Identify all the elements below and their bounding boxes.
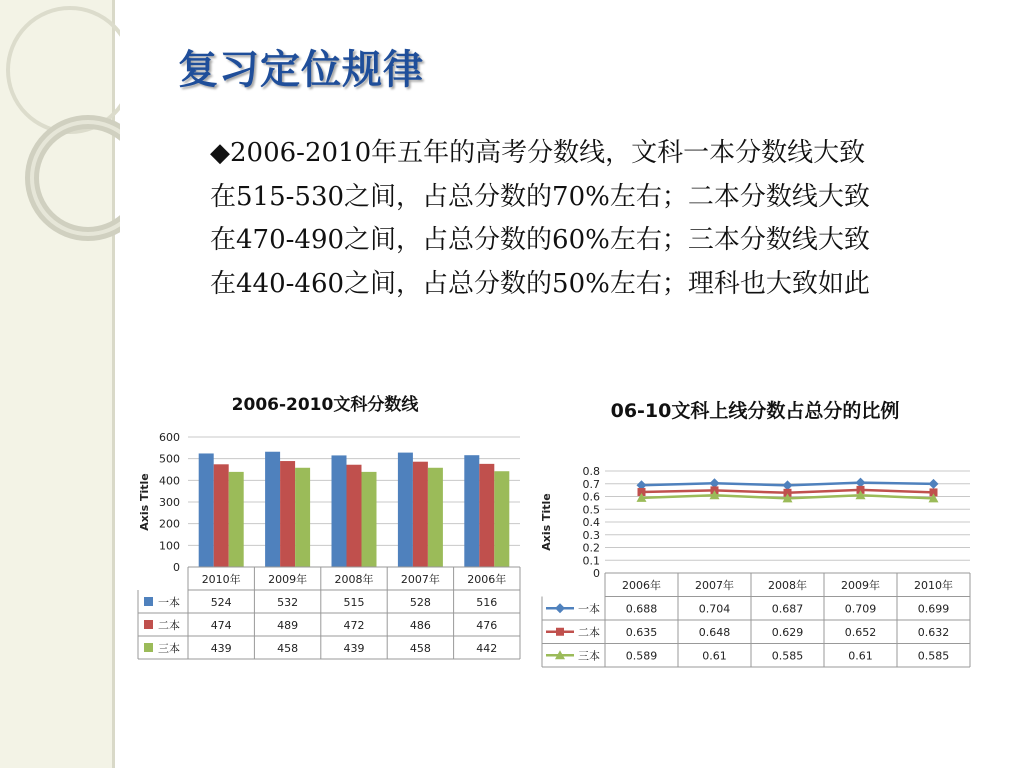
x-tick-label: 2008年	[768, 579, 807, 592]
data-label: 0.687	[771, 602, 804, 616]
x-tick-label: 2010年	[914, 579, 953, 592]
data-label: 0.589	[625, 649, 658, 663]
y-tick-label: 0.3	[582, 528, 600, 542]
y-tick-label: 600	[159, 431, 180, 444]
body-paragraph	[210, 132, 890, 306]
decorative-rings	[0, 0, 120, 300]
data-label: 0.629	[771, 625, 804, 639]
line-chart-title: 06-10文科上线分数占总分的比例	[610, 400, 900, 422]
legend-swatch	[144, 620, 153, 629]
data-label: 0.635	[625, 625, 658, 639]
point-marker	[929, 479, 939, 489]
y-tick-label: 0.8	[582, 465, 600, 478]
data-label: 515	[343, 596, 365, 609]
bar	[479, 464, 494, 567]
data-label: 0.704	[698, 602, 731, 616]
body-text: 2006-2010年五年的高考分数线，文科一本分数线大致在515-530之间，占总分数的70%左右；二本分数线大致在470-490之间，占总分数的60%左右；三本分数线大致在440-460之间，占总分数的50%左右；理科也大致如此	[210, 138, 870, 299]
data-label: 439	[343, 642, 365, 655]
data-label: 0.61	[848, 649, 873, 663]
bar	[398, 453, 413, 567]
legend-swatch	[144, 643, 153, 652]
y-tick-label: 0.4	[582, 516, 600, 529]
y-tick-label: 0.7	[582, 477, 600, 491]
y-tick-label: 100	[159, 539, 180, 553]
line-chart	[530, 455, 980, 675]
y-tick-label: 300	[159, 496, 180, 509]
bar	[464, 455, 479, 567]
data-label: 528	[409, 596, 431, 609]
legend-label: 三本	[158, 642, 180, 655]
data-label: 516	[476, 596, 498, 609]
data-label: 439	[210, 642, 232, 655]
data-label: 476	[476, 619, 498, 632]
y-tick-label: 0.2	[582, 541, 600, 555]
bar-chart-title: 2006-2010文科分数线	[231, 395, 419, 415]
x-tick-label: 2007年	[400, 573, 440, 586]
y-tick-label: 0.1	[582, 554, 600, 568]
x-tick-label: 2009年	[841, 579, 880, 592]
bar	[199, 453, 214, 567]
data-label: 0.632	[917, 625, 950, 639]
y-axis-title: Axis Title	[138, 473, 151, 531]
bar	[413, 462, 428, 567]
x-tick-label: 2010年	[201, 573, 241, 586]
y-tick-label: 400	[159, 474, 180, 488]
y-tick-label: 500	[159, 452, 180, 466]
legend-label: 一本	[578, 602, 600, 616]
data-label: 442	[476, 642, 498, 655]
y-tick-label: 0	[593, 567, 600, 580]
y-tick-label: 0.6	[582, 490, 600, 504]
y-tick-label: 200	[159, 517, 180, 531]
data-label: 0.688	[625, 602, 658, 616]
legend-swatch	[144, 597, 153, 606]
bar	[362, 472, 377, 567]
x-tick-label: 2006年	[467, 573, 507, 586]
legend-marker	[555, 603, 565, 613]
data-label: 0.585	[771, 649, 804, 663]
bar	[265, 452, 280, 567]
data-label: 458	[277, 642, 299, 655]
data-label: 524	[210, 596, 232, 609]
legend-marker	[556, 628, 564, 636]
legend-label: 一本	[158, 596, 180, 609]
y-axis-title: Axis Title	[540, 493, 553, 551]
bar	[295, 468, 310, 567]
data-label: 0.709	[844, 602, 877, 616]
data-label: 489	[277, 619, 299, 632]
y-tick-label: 0.5	[582, 503, 600, 517]
data-label: 0.652	[844, 625, 877, 639]
y-tick-label: 0	[173, 561, 180, 574]
data-label: 486	[409, 619, 431, 632]
data-label: 0.699	[917, 602, 950, 616]
bar	[332, 455, 347, 567]
x-tick-label: 2009年	[268, 573, 308, 586]
data-label: 0.648	[698, 625, 731, 639]
bar	[428, 468, 443, 567]
x-tick-label: 2006年	[622, 579, 661, 592]
bullet-diamond-icon: ◆	[210, 138, 230, 168]
bar	[229, 472, 244, 567]
bar-chart	[130, 425, 530, 665]
legend-label: 二本	[158, 619, 180, 632]
bar	[214, 464, 229, 567]
data-label: 532	[277, 596, 299, 609]
data-label: 474	[210, 619, 232, 632]
data-label: 0.61	[702, 649, 727, 663]
bar	[494, 471, 509, 567]
legend-label: 三本	[578, 649, 600, 663]
data-label: 472	[343, 619, 365, 632]
x-tick-label: 2007年	[695, 579, 734, 592]
data-label: 0.585	[917, 649, 950, 663]
legend-label: 二本	[578, 625, 600, 639]
bar	[280, 461, 295, 567]
data-label: 458	[409, 642, 431, 655]
bar	[347, 465, 362, 567]
slide-title: 复习定位规律	[178, 47, 424, 93]
x-tick-label: 2008年	[334, 573, 374, 586]
